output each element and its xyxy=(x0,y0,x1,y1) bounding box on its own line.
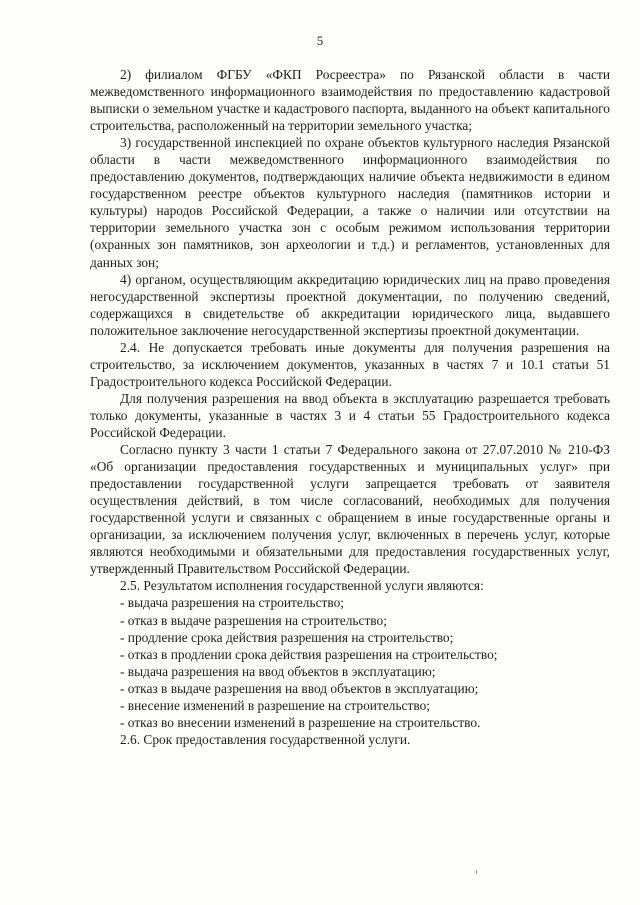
list-item: - выдача разрешения на строительство; xyxy=(120,595,345,611)
paragraph-federal-law: Согласно пункту 3 части 1 статьи 7 Федерального закона от 27.07.2010 № 210-ФЗ «Об организации предоставления государственных и муниципальных услуг» при предоставлении государственной услуги запрещается требовать от заявителя осуществления действий, в том числе согласований, необходимых для получения государственной услуги и связанных с обращением в иные государственные органы и организации, за исключением получения услуг, включенных в перечень услуг, которые являются необходимыми и обязательными для предоставления государственных услуг, утвержденный Правительством Российской Федерации. xyxy=(90,442,610,577)
list-item: - выдача разрешения на ввод объектов в эксплуатацию; xyxy=(120,663,436,679)
page-number: 5 xyxy=(316,33,324,48)
list-item: - внесение изменений в разрешение на строительство; xyxy=(120,697,430,713)
document-body xyxy=(90,66,610,748)
list-item: - отказ в выдаче разрешения на строительство; xyxy=(120,612,387,628)
list-item: - отказ в продлении срока действия разрешения на строительство; xyxy=(120,646,498,662)
list-item: - продление срока действия разрешения на строительство; xyxy=(120,629,454,645)
paragraph-rosreestr: 2) филиалом ФГБУ «ФКП Росреестра» по Рязанской области в части межведомственного информационного взаимодействия по предоставлению кадастровой выписки о земельном участке и кадастрового паспорта, выданного на объект капитального строительства, расположенный на территории земельного участка; xyxy=(90,67,610,134)
list-item: - отказ во внесении изменений в разрешение на строительство. xyxy=(120,714,481,730)
paragraph-2-4: 2.4. Не допускается требовать иные документы для получения разрешения на строительство, за исключением документов, указанных в частях 7 и 10.1 статьи 51 Градостроительного кодекса Российской Федерации. xyxy=(90,339,610,389)
paragraph-2-6: 2.6. Срок предоставления государственной услуги. xyxy=(120,731,411,747)
paragraph-accreditation: 4) органом, осуществляющим аккредитацию юридических лиц на право проведения негосударственной экспертизы проектной документации, по получению сведений, содержащихся в свидетельстве об аккредитации юридического лица, выдавшего положительное заключение негосударственной экспертизы проектной документации. xyxy=(90,271,610,338)
scan-speck xyxy=(476,870,477,874)
paragraph-commissioning-documents: Для получения разрешения на ввод объекта в эксплуатацию разрешается требовать только документы, указанные в частях 3 и 4 статьи 55 Градостроительного кодекса Российской Федерации. xyxy=(90,390,610,440)
paragraph-2-5: 2.5. Результатом исполнения государственной услуги являются: xyxy=(120,578,484,594)
results-list xyxy=(90,594,610,730)
list-item: - отказ в выдаче разрешения на ввод объектов в эксплуатацию; xyxy=(120,680,479,696)
paragraph-cultural-heritage: 3) государственной инспекцией по охране объектов культурного наследия Рязанской области в части межведомственного информационного взаимодействия по предоставлению документов, подтверждающих наличие объекта недвижимости в едином государственном реестре объектов культурного наследия (памятников истории и культуры) народов Российской Федерации, а также о наличии или отсутствии на территории земельного участка зон с особым режимом использования территории (охранных зон памятников, зон археологии и т.д.) и регламентов, установленных для данных зон; xyxy=(90,135,610,270)
